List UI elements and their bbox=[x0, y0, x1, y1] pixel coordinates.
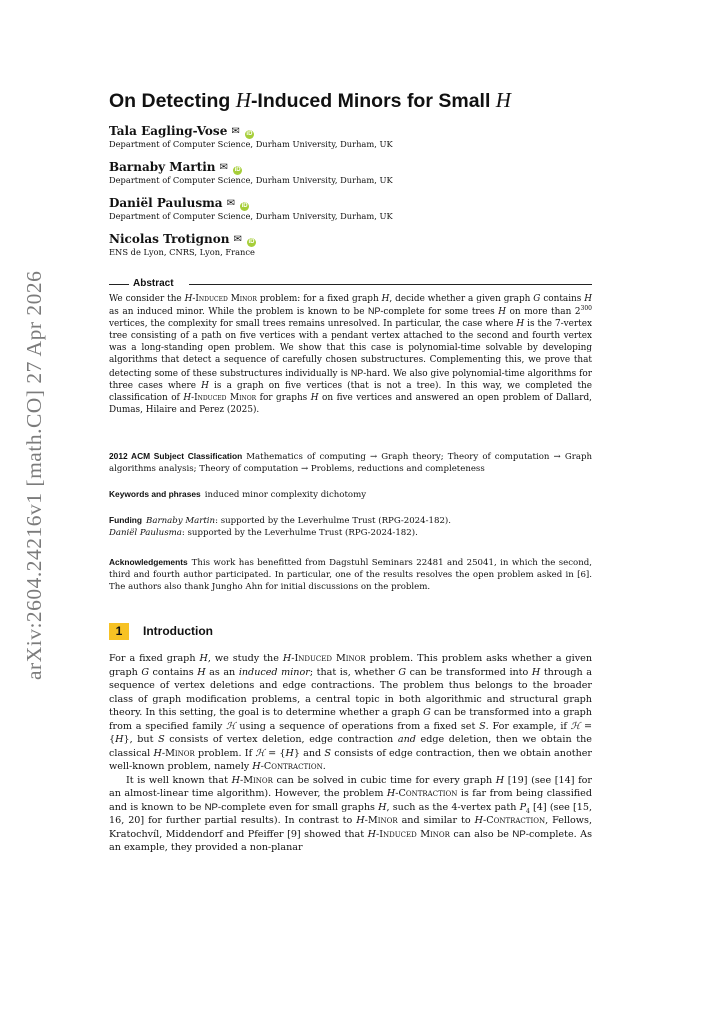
mail-icon[interactable]: ✉ bbox=[231, 126, 240, 137]
author-affiliation: Department of Computer Science, Durham University, Durham, UK bbox=[109, 211, 393, 221]
paragraph: It is well known that H-Minor can be solved in cubic time for every graph H [19] (see [14] for an almost-linear time algorithm). However, the problem H-Contraction is far from being classified and is known to be NP-complete even for small graphs H, such as the 4-vertex path $P_4$ [4] (see [15, 16, 20] for further partial results). In contrast to H-Minor and similar to H-Contraction, Fellows, Kratochvíl, Middendorf and Pfeiffer [9] showed that H-Induced Minor can also be NP-complete. As an example, they provided a non-planar bbox=[109, 774, 593, 853]
author-block bbox=[109, 160, 592, 196]
orcid-icon[interactable]: iD bbox=[248, 239, 255, 245]
paragraph: For a fixed graph H, we study the H-Induced Minor problem. This problem asks whether a given graph G contains H as an induced minor; that is, whether G can be transformed into H through a sequence of vertex deletions and edge contractions. The problem thus belongs to the broader class of graph modification problems, a central topic in both algorithmic and structural graph theory. In this setting, the goal is to determine whether a graph G can be transformed into a graph from a specified family ℋ using a sequence of operations from a fixed set S. For example, if ℋ = {H}, but S consists of vertex deletion, edge contraction and edge deletion, then we obtain the classical H-Minor problem. If ℋ = {H} and S consists of edge contraction, then we obtain another well-known problem, namely H-Contraction. bbox=[109, 653, 593, 772]
keywords: Keywords and phrases induced minor complexity dichotomy bbox=[109, 489, 367, 500]
author-name: Barnaby Martin bbox=[109, 160, 216, 174]
abstract-text: We consider the H-Induced Minor problem: for a fixed graph H, decide whether a given graph G contains H as an induced minor. While the problem is known to be NP-complete for some trees H on more than $2^{300}$ vertices, the complexity for small trees remains unresolved. In particular, the case where H is the 7-vertex tree consisting of a path on five vertices with a pendant vertex attached to the second and fourth vertex was a long-standing open problem. We show that this case is polynomial-time solvable by developing algorithms that detect a sequence of carefully chosen substructures. Complementing this, we prove that detecting some of these substructures individually is NP-hard. We also give polynomial-time algorithms for three cases where H is a graph on five vertices (that is not a tree). In this way, we completed the classification of H-Induced Minor for graphs H on five vertices and answered an open problem of Dallard, Dumas, Hilaire and Perez (2025). bbox=[109, 294, 593, 415]
author-block bbox=[109, 232, 592, 268]
acknowledgements: Acknowledgements This work has benefitted from Dagstuhl Seminars 22481 and 25041, in which the second, third and fourth author participated. In particular, one of the results resolves the open problem asked in [6]. The authors also thank Jungho Ahn for initial discussions on the problem. bbox=[109, 557, 592, 592]
orcid-icon[interactable]: iD bbox=[246, 131, 253, 137]
author-block bbox=[109, 124, 592, 160]
author-affiliation: Department of Computer Science, Durham University, Durham, UK bbox=[109, 175, 393, 185]
section-number: 1 bbox=[109, 623, 129, 640]
introduction-text bbox=[109, 652, 592, 855]
acm-classification: 2012 ACM Subject Classification Mathematics of computing → Graph theory; Theory of computation → Graph algorithms analysis; Theory of computation → Problems, reductions and completeness bbox=[109, 451, 592, 474]
orcid-icon[interactable]: iD bbox=[234, 167, 241, 173]
author-affiliation: ENS de Lyon, CNRS, Lyon, France bbox=[109, 247, 255, 257]
author-affiliation: Department of Computer Science, Durham University, Durham, UK bbox=[109, 139, 393, 149]
arxiv-identifier: arXiv:2604.24216v1 [math.CO] 27 Apr 2026 bbox=[22, 270, 46, 680]
mail-icon[interactable]: ✉ bbox=[219, 162, 228, 173]
paper-title: On Detecting H-Induced Minors for Small H bbox=[109, 88, 511, 112]
mail-icon[interactable]: ✉ bbox=[226, 198, 235, 209]
author-name: Tala Eagling-Vose bbox=[109, 124, 228, 138]
author-block bbox=[109, 196, 592, 232]
abstract-heading bbox=[109, 278, 592, 290]
heading-rule bbox=[109, 284, 129, 285]
section-heading bbox=[109, 620, 213, 638]
heading-rule bbox=[189, 284, 592, 285]
author-name: Nicolas Trotignon bbox=[109, 232, 230, 246]
mail-icon[interactable]: ✉ bbox=[233, 234, 242, 245]
abstract-label: Abstract bbox=[133, 278, 174, 289]
author-list bbox=[109, 124, 592, 268]
funding: Funding Barnaby Martin: supported by the Leverhulme Trust (RPG-2024-182). Daniël Paulusma: supported by the Leverhulme Trust (RPG-2024-182). bbox=[109, 515, 452, 538]
author-name: Daniël Paulusma bbox=[109, 196, 223, 210]
orcid-icon[interactable]: iD bbox=[241, 203, 248, 209]
section-title: Introduction bbox=[143, 624, 213, 638]
